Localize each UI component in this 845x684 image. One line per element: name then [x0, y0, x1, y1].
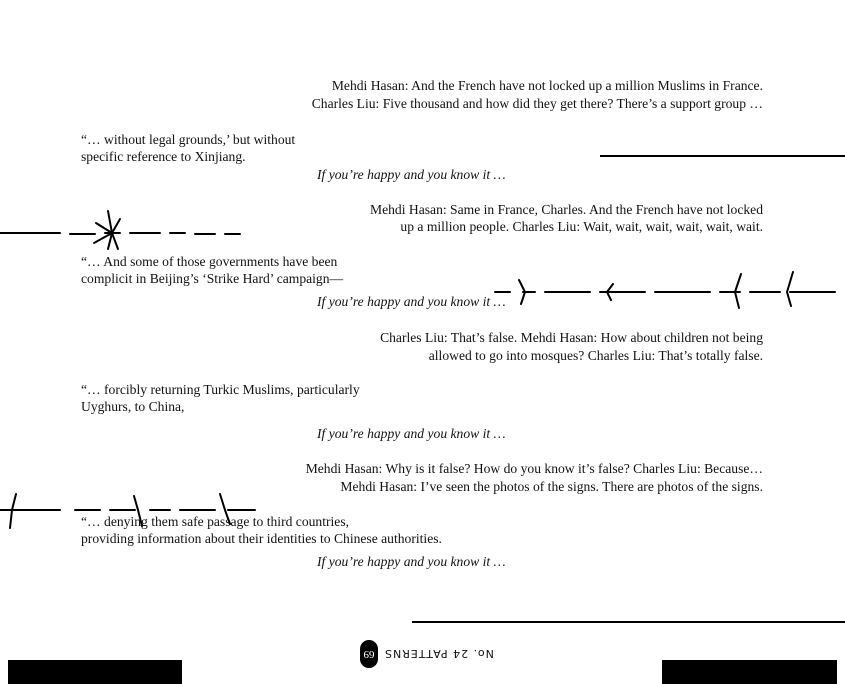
dialogue-3-line-2: allowed to go into mosques? Charles Liu: That’s totally false. [428, 348, 763, 363]
rule-bottom-right [412, 621, 845, 623]
quote-3-line-1: “… forcibly returning Turkic Muslims, particularly [81, 382, 360, 397]
quote-4-line-1: “… denying them safe passage to third countries, [81, 514, 350, 529]
footer-bar-right [662, 660, 837, 684]
quote-1-line-2: specific reference to Xinjiang. [81, 149, 246, 164]
running-title: No. 24 PATTERNS [384, 647, 494, 660]
dialogue-2-line-2: up a million people. Charles Liu: Wait, wait, wait, wait, wait, wait. [400, 219, 763, 234]
dialogue-4-line-1: Mehdi Hasan: Why is it false? How do you know it’s false? Charles Liu: Because… [305, 461, 763, 476]
dialogue-3-line-1: Charles Liu: That’s false. Mehdi Hasan: How about children not being [380, 330, 763, 345]
page-footer [360, 640, 494, 670]
quote-3-line-2: Uyghurs, to China, [81, 399, 185, 414]
rule-top-right [600, 155, 845, 157]
spike-ornament-right-mid [495, 268, 840, 308]
page-number: 69 [360, 640, 378, 668]
dialogue-1-line-2: Charles Liu: Five thousand and how did they get there? There’s a support group … [311, 96, 763, 111]
quote-2-line-1: “… And some of those governments have been [81, 254, 338, 269]
quote-4-line-2: providing information about their identities to Chinese authorities. [81, 531, 442, 546]
refrain-4: If you’re happy and you know it … [317, 554, 506, 569]
dialogue-2-line-1: Mehdi Hasan: Same in France, Charles. And the French have not locked [370, 202, 763, 217]
quote-1-line-1: “… without legal grounds,’ but without [81, 132, 296, 147]
refrain-3: If you’re happy and you know it … [317, 426, 506, 441]
dialogue-4-line-2: Mehdi Hasan: I’ve seen the photos of the signs. There are photos of the signs. [340, 479, 763, 494]
refrain-1: If you’re happy and you know it … [317, 167, 506, 182]
quote-2-line-2: complicit in Beijing’s ‘Strike Hard’ campaign— [81, 271, 344, 286]
dialogue-1-line-1: Mehdi Hasan: And the French have not locked up a million Muslims in France. [331, 78, 763, 93]
spike-ornament-left-upper [0, 205, 250, 255]
footer-bar-left [8, 660, 182, 684]
refrain-2: If you’re happy and you know it … [317, 294, 506, 309]
